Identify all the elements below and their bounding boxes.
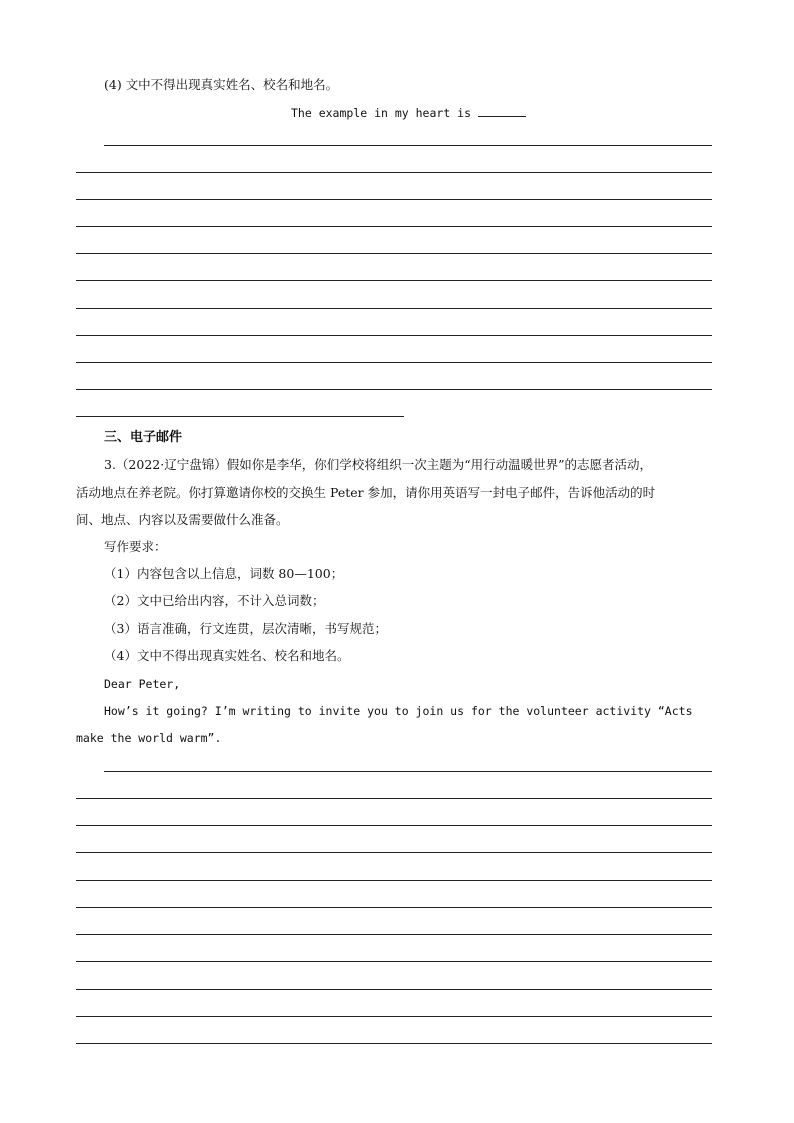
writing-line[interactable]: [76, 226, 712, 227]
letter-opening-2: make the world warm”.: [76, 731, 222, 745]
writing-line[interactable]: [76, 907, 712, 908]
writing-line[interactable]: [76, 199, 712, 200]
writing-line-short[interactable]: [76, 416, 404, 417]
writing-line[interactable]: [76, 798, 712, 799]
title-blank[interactable]: [478, 104, 526, 117]
writing-line[interactable]: [76, 1043, 712, 1044]
section-heading: 三、电子邮件: [104, 430, 183, 445]
requirements-title: 写作要求：: [104, 539, 167, 554]
letter-greeting: Dear Peter,: [104, 677, 181, 691]
writing-line[interactable]: [76, 825, 712, 826]
essay-title-line: [291, 104, 526, 122]
writing-line[interactable]: [76, 389, 712, 390]
writing-line[interactable]: [76, 852, 712, 853]
writing-line[interactable]: [76, 362, 712, 363]
writing-line[interactable]: [76, 1016, 712, 1017]
letter-opening-1: How’s it going? I’m writing to invite you to join us for the volunteer activity “Acts: [104, 704, 693, 718]
writing-line[interactable]: [76, 335, 712, 336]
writing-line[interactable]: [76, 172, 712, 173]
question-text-3: 间、地点、内容以及需要做什么准备。: [76, 512, 289, 527]
requirement-item: （1）内容包含以上信息，词数 80—100；: [104, 566, 344, 581]
essay-title-text: The example in my heart is: [291, 106, 472, 120]
writing-line[interactable]: [104, 145, 712, 146]
writing-line[interactable]: [104, 771, 712, 772]
requirement-item: （2）文中已给出内容，不计入总词数；: [104, 593, 325, 608]
requirement-item: （3）语言准确，行文连贯，层次清晰，书写规范；: [104, 621, 387, 636]
writing-line[interactable]: [76, 280, 712, 281]
question-text-1: 3.（2022·辽宁盘锦）假如你是李华，你们学校将组织一次主题为“用行动温暖世界”的志愿者活动，: [104, 457, 652, 472]
writing-line[interactable]: [76, 989, 712, 990]
writing-line[interactable]: [76, 934, 712, 935]
writing-line[interactable]: [76, 961, 712, 962]
writing-line[interactable]: [76, 253, 712, 254]
requirement-4: (4) 文中不得出现真实姓名、校名和地名。: [104, 77, 339, 92]
writing-line[interactable]: [76, 880, 712, 881]
question-text-2: 活动地点在养老院。你打算邀请你校的交换生 Peter 参加，请你用英语写一封电子邮件，告诉他活动的时: [76, 485, 656, 500]
requirement-item: （4）文中不得出现真实姓名、校名和地名。: [104, 648, 350, 663]
writing-line[interactable]: [76, 308, 712, 309]
